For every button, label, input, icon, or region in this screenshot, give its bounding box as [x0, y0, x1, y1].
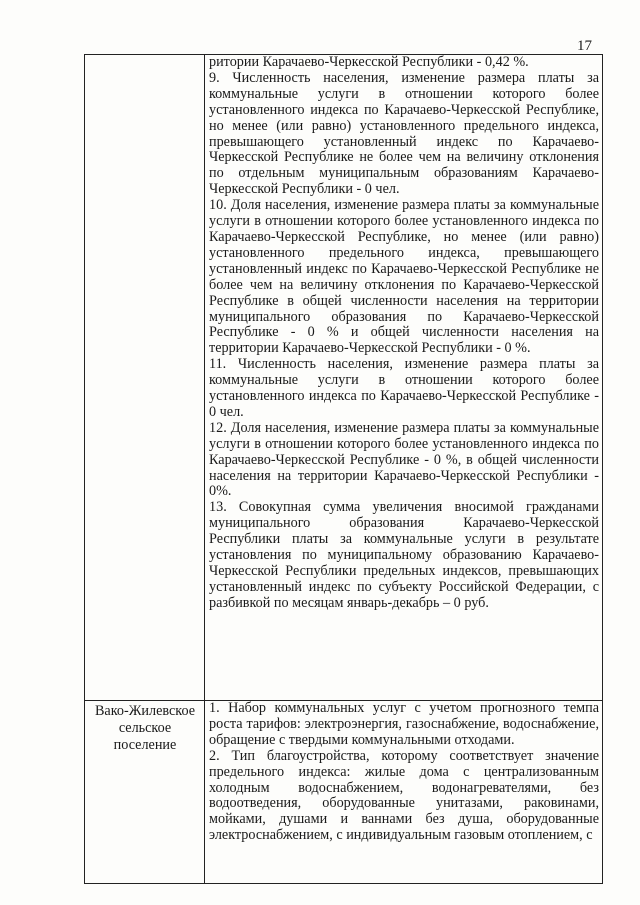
municipality-name-line-3: поселение	[113, 737, 177, 753]
indicators-cell	[205, 701, 603, 884]
municipality-cell-empty	[85, 55, 205, 701]
paragraph-continuation: ритории Карачаево-Черкесской Республики - 0,42 %.	[209, 54, 529, 70]
municipality-name-line-2: сельское	[118, 720, 172, 736]
table-row	[85, 55, 603, 701]
table-row	[85, 701, 603, 884]
paragraph-item-11: 11. Численность населения, изменение размера платы за коммунальные услуги в отношении которого более установленного индекса по Карачаево-Черкесской Республике - 0 чел.	[209, 356, 599, 420]
page-number: 17	[577, 38, 592, 54]
paragraph-item-2: 2. Тип благоустройства, которому соответствует значение предельного индекса: жилые дома с централизованным холодным водоснабжением, водонагревателями, без водоотведения, оборудованные унитазами, раковинами, мойками, душами и ваннами без душа, оборудованные электроснабжением, с индивидуальным газовым отоплением, с	[209, 747, 599, 844]
indicators-cell	[205, 55, 603, 701]
paragraph-item-1: 1. Набор коммунальных услуг с учетом прогнозного темпа роста тарифов: электроэнергия, газоснабжение, водоснабжение, обращение с твердыми коммунальными отходами.	[209, 700, 599, 748]
municipality-name-line-1: Вако-Жилевское	[94, 703, 196, 719]
paragraph-item-13: 13. Совокупная сумма увеличения вносимой гражданами муниципального образования Карачаево-Черкесской Республики платы за коммунальные услуги в результате установления по муниципальному образованию Карачаево-Черкесской Республики предельных индексов, превышающих установленный индекс по субъекту Российской Федерации, с разбивкой по месяцам январь-декабрь – 0 руб.	[209, 499, 599, 611]
municipality-name-cell	[85, 701, 205, 884]
paragraph-item-10: 10. Доля населения, изменение размера платы за коммунальные услуги в отношении которого более установленного индекса по Карачаево-Черкесской Республике, но менее (или равно) установленного предельного индекса, превышающего установленный индекс по Карачаево-Черкесской Республике не более чем на величину отклонения по Карачаево-Черкесской Республике в общей численности населения на территории муниципального образования по Карачаево-Черкесской Республике - 0 % и общей численности населения на территории Карачаево-Черкесской Республики - 0 %.	[209, 197, 599, 357]
indicators-table	[84, 54, 603, 884]
paragraph-item-9: 9. Численность населения, изменение размера платы за коммунальные услуги в отношении которого более установленного индекса по Карачаево-Черкесской Республике, но менее (или равно) установленного предельного индекса, превышающего установленный индекс по Карачаево-Черкесской Республике не более чем на величину отклонения по отдельным муниципальным образованиям Карачаево-Черкесской Республики - 0 чел.	[209, 69, 599, 198]
paragraph-item-12: 12. Доля населения, изменение размера платы за коммунальные услуги в отношении которого более установленного индекса по Карачаево-Черкесской Республике - 0 %, в общей численности населения на территории Карачаево-Черкесской Республики - 0%.	[209, 419, 599, 500]
